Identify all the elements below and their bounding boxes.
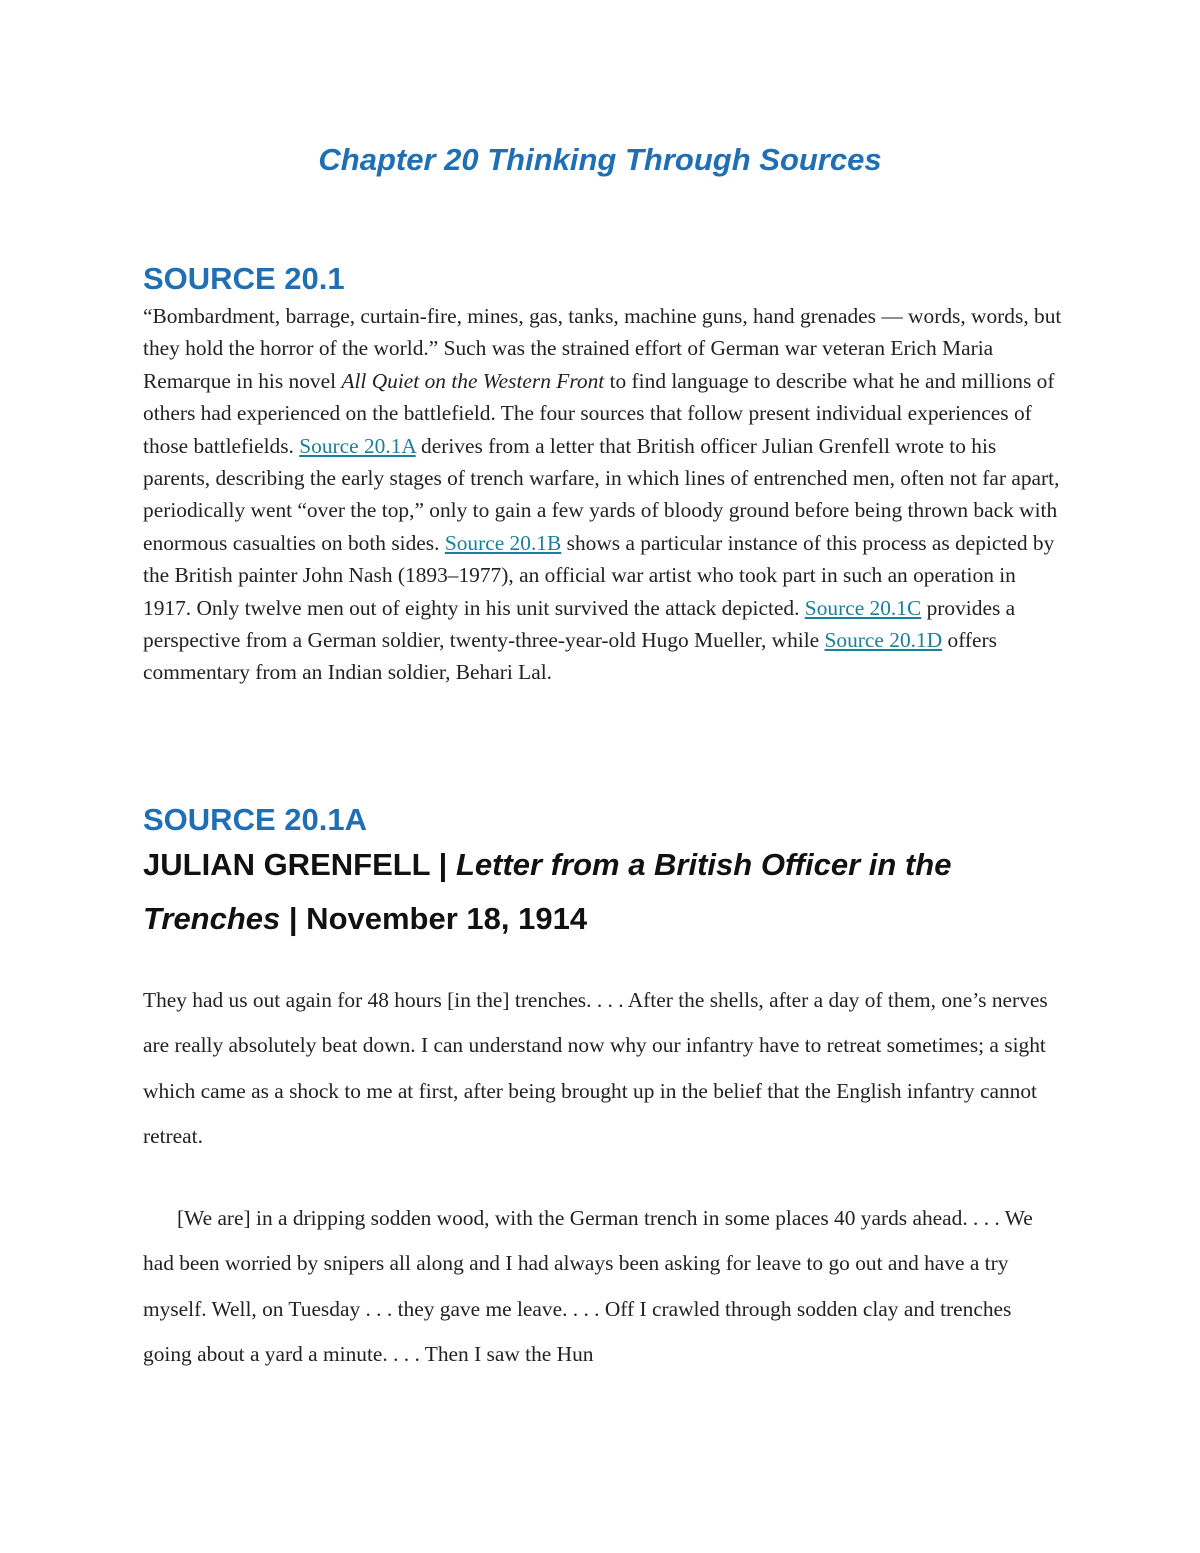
source-20-1a-heading: SOURCE 20.1A [143,802,367,837]
intro-text-1: “Bombardment, barrage, curtain-fire, mines, gas, tanks, machine guns, hand grenades — words, words, but they hold the horror of the world.” Such was the strained effort of German war veteran Erich Maria Remarque in his novel [143,304,1062,393]
byline-date: | November 18, 1914 [280,901,588,936]
source-20-1d-link[interactable]: Source 20.1D [824,628,943,653]
byline-title: Letter from a British Officer in the Trenches [143,847,952,936]
letter-paragraph-1: They had us out again for 48 hours [in the] trenches. . . . After the shells, after a day of them, one’s nerves are really absolutely beat down. I can understand now why our infantry have to retreat sometimes; a sight which came as a shock to me at first, after being brought up in the belief that the English infantry cannot retreat. [143,988,1048,1148]
source-20-1-intro [143,300,1063,689]
chapter-title: Chapter 20 Thinking Through Sources [318,142,882,177]
source-20-1b-link[interactable]: Source 20.1B [444,530,562,555]
novel-title: All Quiet on the Western Front [341,368,605,393]
source-20-1c-link[interactable]: Source 20.1C [804,595,922,620]
intro-text-6: offers commentary from an Indian soldier, Behari Lal. [143,628,998,685]
intro-text-2: to find language to describe what he and millions of others had experienced on the battlefield. The four sources that follow present individual experiences of those battlefields. [143,368,1055,458]
intro-text-3: derives from a letter that British officer Julian Grenfell wrote to his parents, describing the early stages of trench warfare, in which lines of entrenched men, often not far apart, periodically went “over the top,” only to gain a few yards of bloody ground before being thrown back with enormous casualties on both sides. [143,433,1060,555]
intro-text-5: provides a perspective from a German soldier, twenty-three-year-old Hugo Mueller, while [143,595,1016,653]
source-20-1-heading: SOURCE 20.1 [143,261,345,296]
source-20-1a-byline [143,838,1043,946]
byline-author: JULIAN GRENFELL | [143,847,456,882]
intro-text-4: shows a particular instance of this process as depicted by the British painter John Nash (1893–1977), an official war artist who took part in such an operation in 1917. Only twelve men out of eighty in his unit survived the attack depicted. [143,530,1055,620]
letter-paragraph-2: [We are] in a dripping sodden wood, with the German trench in some places 40 yards ahead. . . . We had been worried by snipers all along and I had always been asking for leave to go out and have a try myself. Well, on Tuesday . . . they gave me leave. . . . Off I crawled through sodden clay and trenches going about a yard a minute. . . . Then I saw the Hun [143,1206,1033,1366]
source-20-1a-link[interactable]: Source 20.1A [299,433,416,458]
